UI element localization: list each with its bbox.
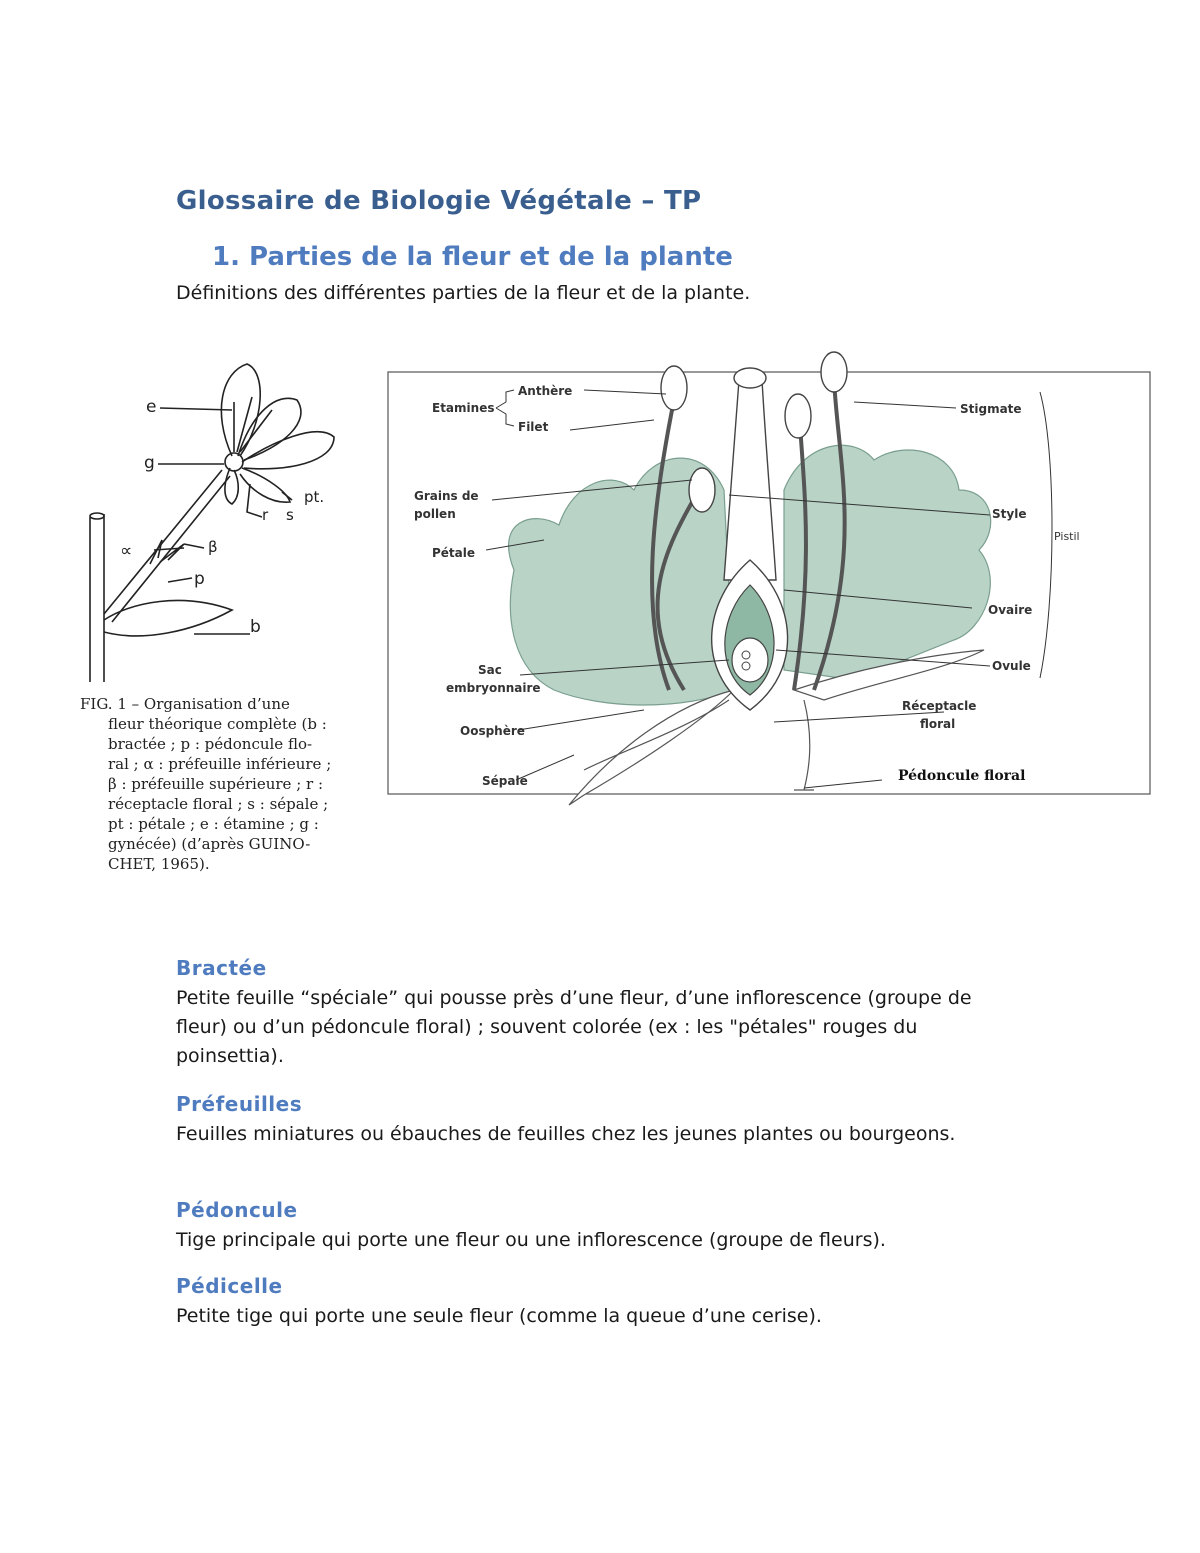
figure1-caption-line-5: β : préfeuille supérieure ; r : (108, 775, 324, 793)
term-pedicelle-title: Pédicelle (176, 1274, 283, 1298)
label-petale: Pétale (432, 546, 476, 560)
label-grains-2: pollen (414, 507, 456, 521)
document-title: Glossaire de Biologie Végétale – TP (176, 186, 702, 216)
anther-3 (821, 352, 847, 392)
label-style: Style (992, 507, 1027, 521)
label-ovule: Ovule (992, 659, 1031, 673)
label-ovaire: Ovaire (988, 603, 1033, 617)
label-anthere: Anthère (518, 384, 573, 398)
figure1-caption-line-6: réceptacle floral ; s : sépale ; (108, 795, 329, 813)
figure1-caption-line-3: bractée ; p : pédoncule flo- (108, 735, 313, 753)
label-oosphere: Oosphère (460, 724, 525, 738)
label-g: g (144, 453, 155, 473)
section-intro: Définitions des différentes parties de la fleur et de la plante. (176, 282, 751, 304)
label-sac-1: Sac (478, 663, 502, 677)
label-sac-2: embryonnaire (446, 681, 541, 695)
label-b: b (250, 617, 261, 637)
figure1-caption-line-9: CHET, 1965). (108, 855, 210, 873)
label-sepale: Sépale (482, 774, 528, 788)
stigma-shape (734, 368, 766, 388)
label-beta: β (208, 538, 218, 556)
figure1-caption-line-7: pt : pétale ; e : étamine ; g : (108, 815, 319, 833)
label-pistil: Pistil (1054, 530, 1080, 543)
label-p: p (194, 569, 205, 589)
flower-section-drawing (384, 350, 1154, 810)
label-r: r (262, 506, 269, 524)
embryo-sac-shape (732, 638, 768, 682)
term-bractee-definition: Petite feuille “spéciale” qui pousse près d’une fleur, d’une inflorescence (groupe de fleur) ou d’un pédoncule floral) ; souvent colorée (ex : les "pétales" rouges du poinsettia). (176, 987, 972, 1067)
figure1-caption-line-2: fleur théorique complète (b : (108, 715, 327, 733)
label-s: s (286, 506, 294, 524)
term-bractee-title: Bractée (176, 956, 267, 980)
flower-line-drawing (72, 352, 362, 692)
anther-1 (661, 366, 687, 410)
term-pedicelle-definition: Petite tige qui porte une seule fleur (comme la queue d’une cerise). (176, 1305, 822, 1327)
label-e: e (146, 397, 157, 417)
anther-4 (785, 394, 811, 438)
label-pedoncule: Pédoncule floral (898, 768, 1026, 784)
label-receptacle-1: Réceptacle (902, 699, 977, 713)
label-grains-1: Grains de (414, 489, 479, 503)
label-etamines: Etamines (432, 401, 495, 415)
label-filet: Filet (518, 420, 549, 434)
label-stigmate: Stigmate (960, 402, 1022, 416)
anther-2 (689, 468, 715, 512)
figure-flower-theoretical (72, 352, 362, 882)
figure-flower-section (384, 350, 1154, 810)
section-heading: 1. Parties de la fleur et de la plante (212, 242, 733, 272)
label-pt: pt. (304, 488, 325, 506)
figure1-caption-line-1: FIG. 1 – Organisation d’une (80, 695, 290, 713)
label-receptacle-2: floral (920, 717, 956, 731)
term-pedoncule-title: Pédoncule (176, 1198, 298, 1222)
figure1-caption-line-4: ral ; α : préfeuille inférieure ; (108, 755, 332, 773)
label-alpha: ∝ (120, 541, 133, 561)
figure1-caption-line-8: gynécée) (d’après GUINO- (108, 835, 311, 853)
term-prefeuilles-title: Préfeuilles (176, 1092, 303, 1116)
term-pedoncule-definition: Tige principale qui porte une fleur ou une inflorescence (groupe de fleurs). (176, 1229, 886, 1251)
term-prefeuilles-definition: Feuilles miniatures ou ébauches de feuilles chez les jeunes plantes ou bourgeons. (176, 1123, 956, 1145)
